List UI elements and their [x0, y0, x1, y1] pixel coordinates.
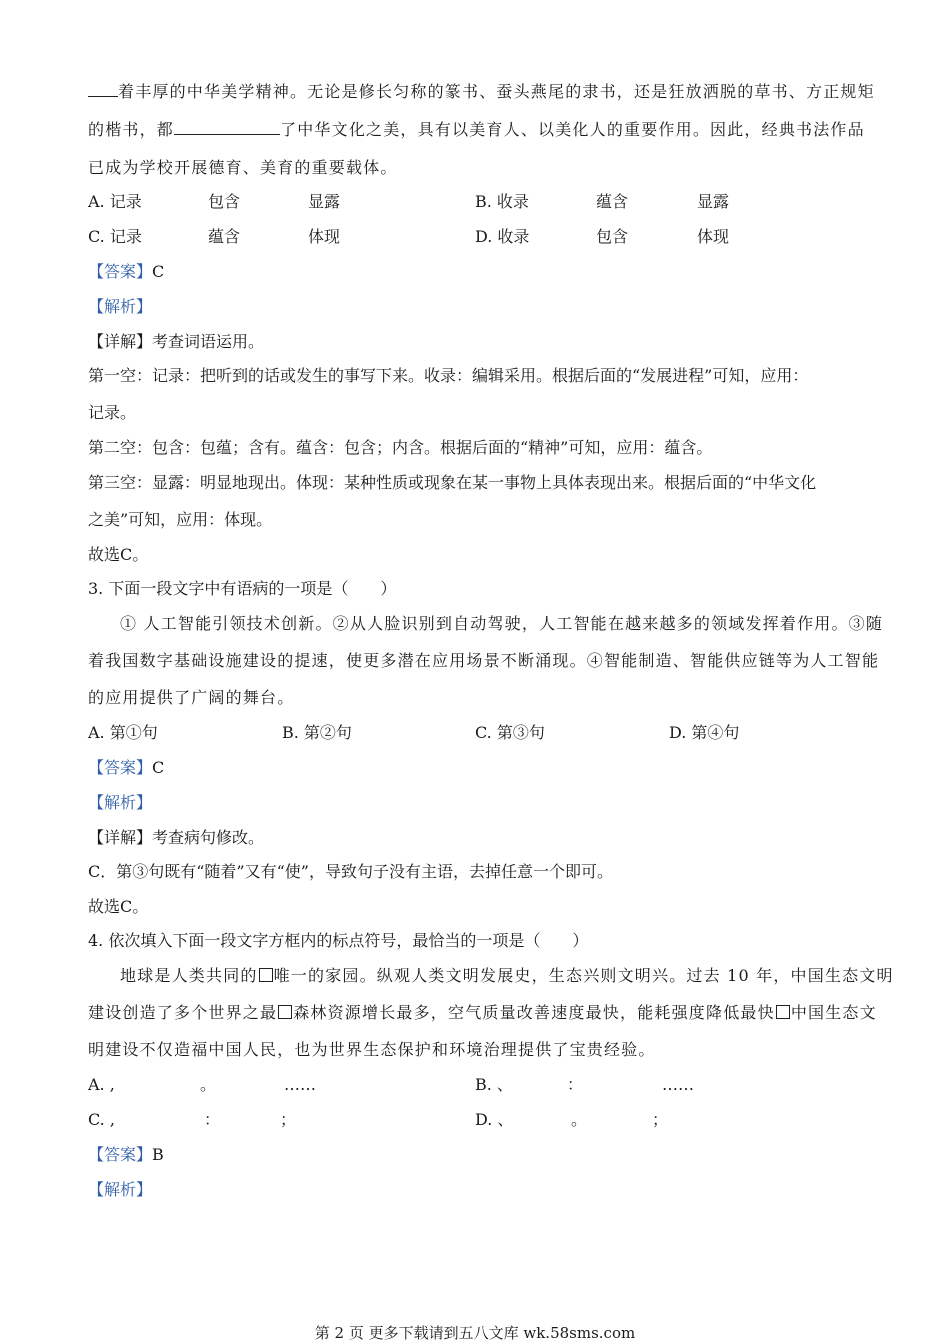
fill-blank: [88, 82, 118, 97]
q4-option-a-mark2: 。: [200, 1075, 217, 1094]
q2-option-b-word3: 显露: [697, 192, 730, 211]
q2-option-d-word3: 体现: [697, 227, 730, 246]
q3-option-b: B. 第②句: [282, 723, 352, 742]
q2-analysis-tag: 【解析】: [88, 297, 153, 316]
q2-explanation-1: 第一空：记录：把听到的话或发生的事写下来。收录：编辑采用。根据后面的“发展进程”可知，应用：: [88, 366, 809, 385]
q2-stem-line2: 的楷书，都 了中华文化之美，具有以美育人、以美化人的重要作用。因此，经典书法作品: [88, 120, 865, 139]
q2-detail: 【详解】考查词语运用。: [88, 332, 265, 351]
punctuation-box: [776, 1005, 790, 1019]
q2-stem-line1: 着丰厚的中华美学精神。无论是修长匀称的篆书、蚕头燕尾的隶书，还是狂放洒脱的草书、方正规矩: [88, 82, 875, 102]
page-footer: 第 2 页 更多下载请到五八文库 wk.58sms.com: [314, 1324, 636, 1342]
q2-option-c: C. 记录: [88, 227, 142, 246]
q3-conclusion: 故选C。: [88, 897, 149, 916]
punctuation-box: [278, 1005, 292, 1019]
q3-analysis-tag: 【解析】: [88, 793, 153, 812]
q2-conclusion: 故选C。: [88, 545, 149, 564]
q3-passage-line2: 着我国数字基础设施建设的提速，使更多潜在应用场景不断涌现。④智能制造、智能供应链等为人工智能: [88, 651, 880, 670]
q4-option-a-mark3: ……: [284, 1075, 316, 1094]
q4-option-c-mark2: ：: [204, 1110, 221, 1129]
q4-option-b-mark3: ……: [662, 1075, 694, 1094]
q4-option-b-mark2: ：: [567, 1075, 584, 1094]
q4-passage-line1: 地球是人类共同的 唯一的家园。纵观人类文明发展史，生态兴则文明兴。过去 10 年，中国生态文明: [120, 966, 894, 985]
q2-option-b-word2: 蕴含: [596, 192, 629, 211]
q3-title: 3. 下面一段文字中有语病的一项是（ ）: [88, 579, 397, 598]
q2-explanation-1-cont: 记录。: [88, 403, 137, 422]
q4-option-d-mark3: ；: [652, 1110, 669, 1129]
q2-explanation-3-cont: 之美”可知，应用：体现。: [88, 510, 273, 529]
q3-option-d: D. 第④句: [669, 723, 740, 742]
q2-option-c-word2: 蕴含: [208, 227, 241, 246]
q2-option-a: A. 记录: [88, 192, 142, 211]
q3-option-a: A. 第①句: [88, 723, 158, 742]
q2-option-a-word2: 包含: [208, 192, 241, 211]
q3-answer: 【答案】C: [88, 758, 165, 777]
q4-analysis-tag: 【解析】: [88, 1180, 153, 1199]
q2-option-a-word3: 显露: [308, 192, 341, 211]
q3-passage-line3: 的应用提供了广阔的舞台。: [88, 688, 295, 707]
q3-detail: 【详解】考查病句修改。: [88, 828, 265, 847]
q4-answer: 【答案】B: [88, 1145, 164, 1164]
q4-passage-line3: 明建设不仅造福中国人民，也为世界生态保护和环境治理提供了宝贵经验。: [88, 1040, 656, 1059]
q2-option-d-word2: 包含: [596, 227, 629, 246]
q4-option-a: A. ,: [88, 1075, 115, 1094]
q4-option-b: B. 、: [475, 1075, 513, 1094]
q4-option-c-mark3: ；: [280, 1110, 297, 1129]
q2-option-c-word3: 体现: [308, 227, 341, 246]
q4-option-c: C. ,: [88, 1110, 115, 1129]
q3-explanation: C．第③句既有“随着”又有“使”，导致句子没有主语，去掉任意一个即可。: [88, 862, 613, 881]
q2-option-d: D. 收录: [475, 227, 530, 246]
q2-answer: 【答案】C: [88, 262, 165, 281]
fill-blank: [174, 120, 280, 135]
q3-passage-line1: ① 人工智能引领技术创新。②从人脸识别到自动驾驶，人工智能在越来越多的领域发挥着作用。③随: [120, 614, 884, 633]
q4-option-d-mark2: 。: [571, 1110, 588, 1129]
q3-option-c: C. 第③句: [475, 723, 545, 742]
q2-explanation-2: 第二空：包含：包蕴；含有。蕴含：包含；内含。根据后面的“精神”可知，应用：蕴含。: [88, 438, 713, 457]
q2-stem-line3: 已成为学校开展德育、美育的重要载体。: [88, 158, 398, 177]
punctuation-box: [259, 968, 273, 982]
q4-passage-line2: 建设创造了多个世界之最 森林资源增长最多，空气质量改善速度最快，能耗强度降低最快 中国生态文: [88, 1003, 877, 1022]
q2-explanation-3: 第三空：显露：明显地现出。体现：某种性质或现象在某一事物上具体表现出来。根据后面的“中华文化: [88, 473, 817, 492]
q2-option-b: B. 收录: [475, 192, 529, 211]
q4-title: 4. 依次填入下面一段文字方框内的标点符号，最恰当的一项是（ ）: [88, 931, 589, 950]
q4-option-d: D. 、: [475, 1110, 514, 1129]
